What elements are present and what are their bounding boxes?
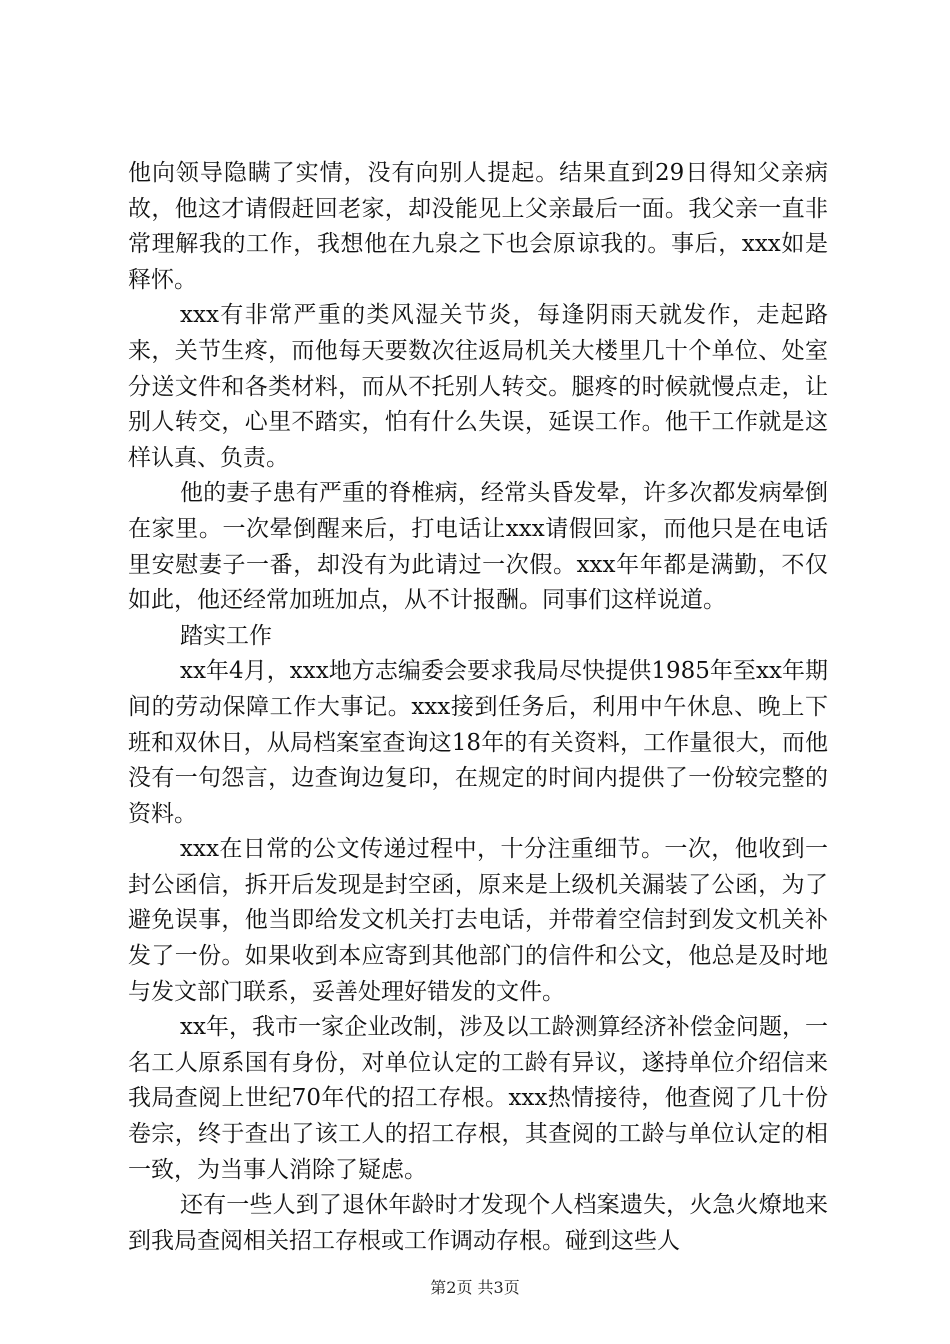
paragraph: 他的妻子患有严重的脊椎病，经常头昏发晕，许多次都发病晕倒在家里。一次晕倒醒来后，打电话让xxx请假回家，而他只是在电话里安慰妻子一番，却没有为此请过一次假。xxx年年都是满勤，不仅如此，他还经常加班加点，从不计报酬。同事们这样说道。 xyxy=(128,480,828,614)
section-heading: 踏实工作 xyxy=(180,622,272,649)
paragraph: xx年4月，xxx地方志编委会要求我局尽快提供1985年至xx年期间的劳动保障工作大事记。xxx接到任务后，利用中午休息、晚上下班和双休日，从局档案室查询这18年的有关资料，工作量很大，而他没有一句怨言，边查询边复印，在规定的时间内提供了一份较完整的资料。 xyxy=(128,658,828,827)
paragraph: xxx在日常的公文传递过程中，十分注重细节。一次，他收到一封公函信，拆开后发现是封空函，原来是上级机关漏装了公函，为了避免误事，他当即给发文机关打去电话，并带着空信封到发文机关补发了一份。如果收到本应寄到其他部门的信件和公文，他总是及时地与发文部门联系，妥善处理好错发的文件。 xyxy=(128,836,828,1005)
paragraph: 还有一些人到了退休年龄时才发现个人档案遗失，火急火燎地来到我局查阅相关招工存根或工作调动存根。碰到这些人 xyxy=(128,1192,828,1254)
paragraph: 他向领导隐瞒了实情，没有向别人提起。结果直到29日得知父亲病故，他这才请假赶回老家，却没能见上父亲最后一面。我父亲一直非常理解我的工作，我想他在九泉之下也会原谅我的。事后，xxx如是释怀。 xyxy=(128,160,828,293)
page-number-footer: 第2页 共3页 xyxy=(430,1278,520,1297)
paragraph: xxx有非常严重的类风湿关节炎，每逢阴雨天就发作，走起路来，关节生疼，而他每天要数次往返局机关大楼里几十个单位、处室分送文件和各类材料，而从不托别人转交。腿疼的时候就慢点走，让别人转交，心里不踏实，怕有什么失误，延误工作。他干工作就是这样认真、负责。 xyxy=(128,302,828,471)
document-body xyxy=(128,156,828,1259)
paragraph: xx年，我市一家企业改制，涉及以工龄测算经济补偿金问题，一名工人原系国有身份，对单位认定的工龄有异议，遂持单位介绍信来我局查阅上世纪70年代的招工存根。xxx热情接待，他查阅了几十份卷宗，终于查出了该工人的招工存根，其查阅的工龄与单位认定的相一致，为当事人消除了疑虑。 xyxy=(128,1014,828,1183)
